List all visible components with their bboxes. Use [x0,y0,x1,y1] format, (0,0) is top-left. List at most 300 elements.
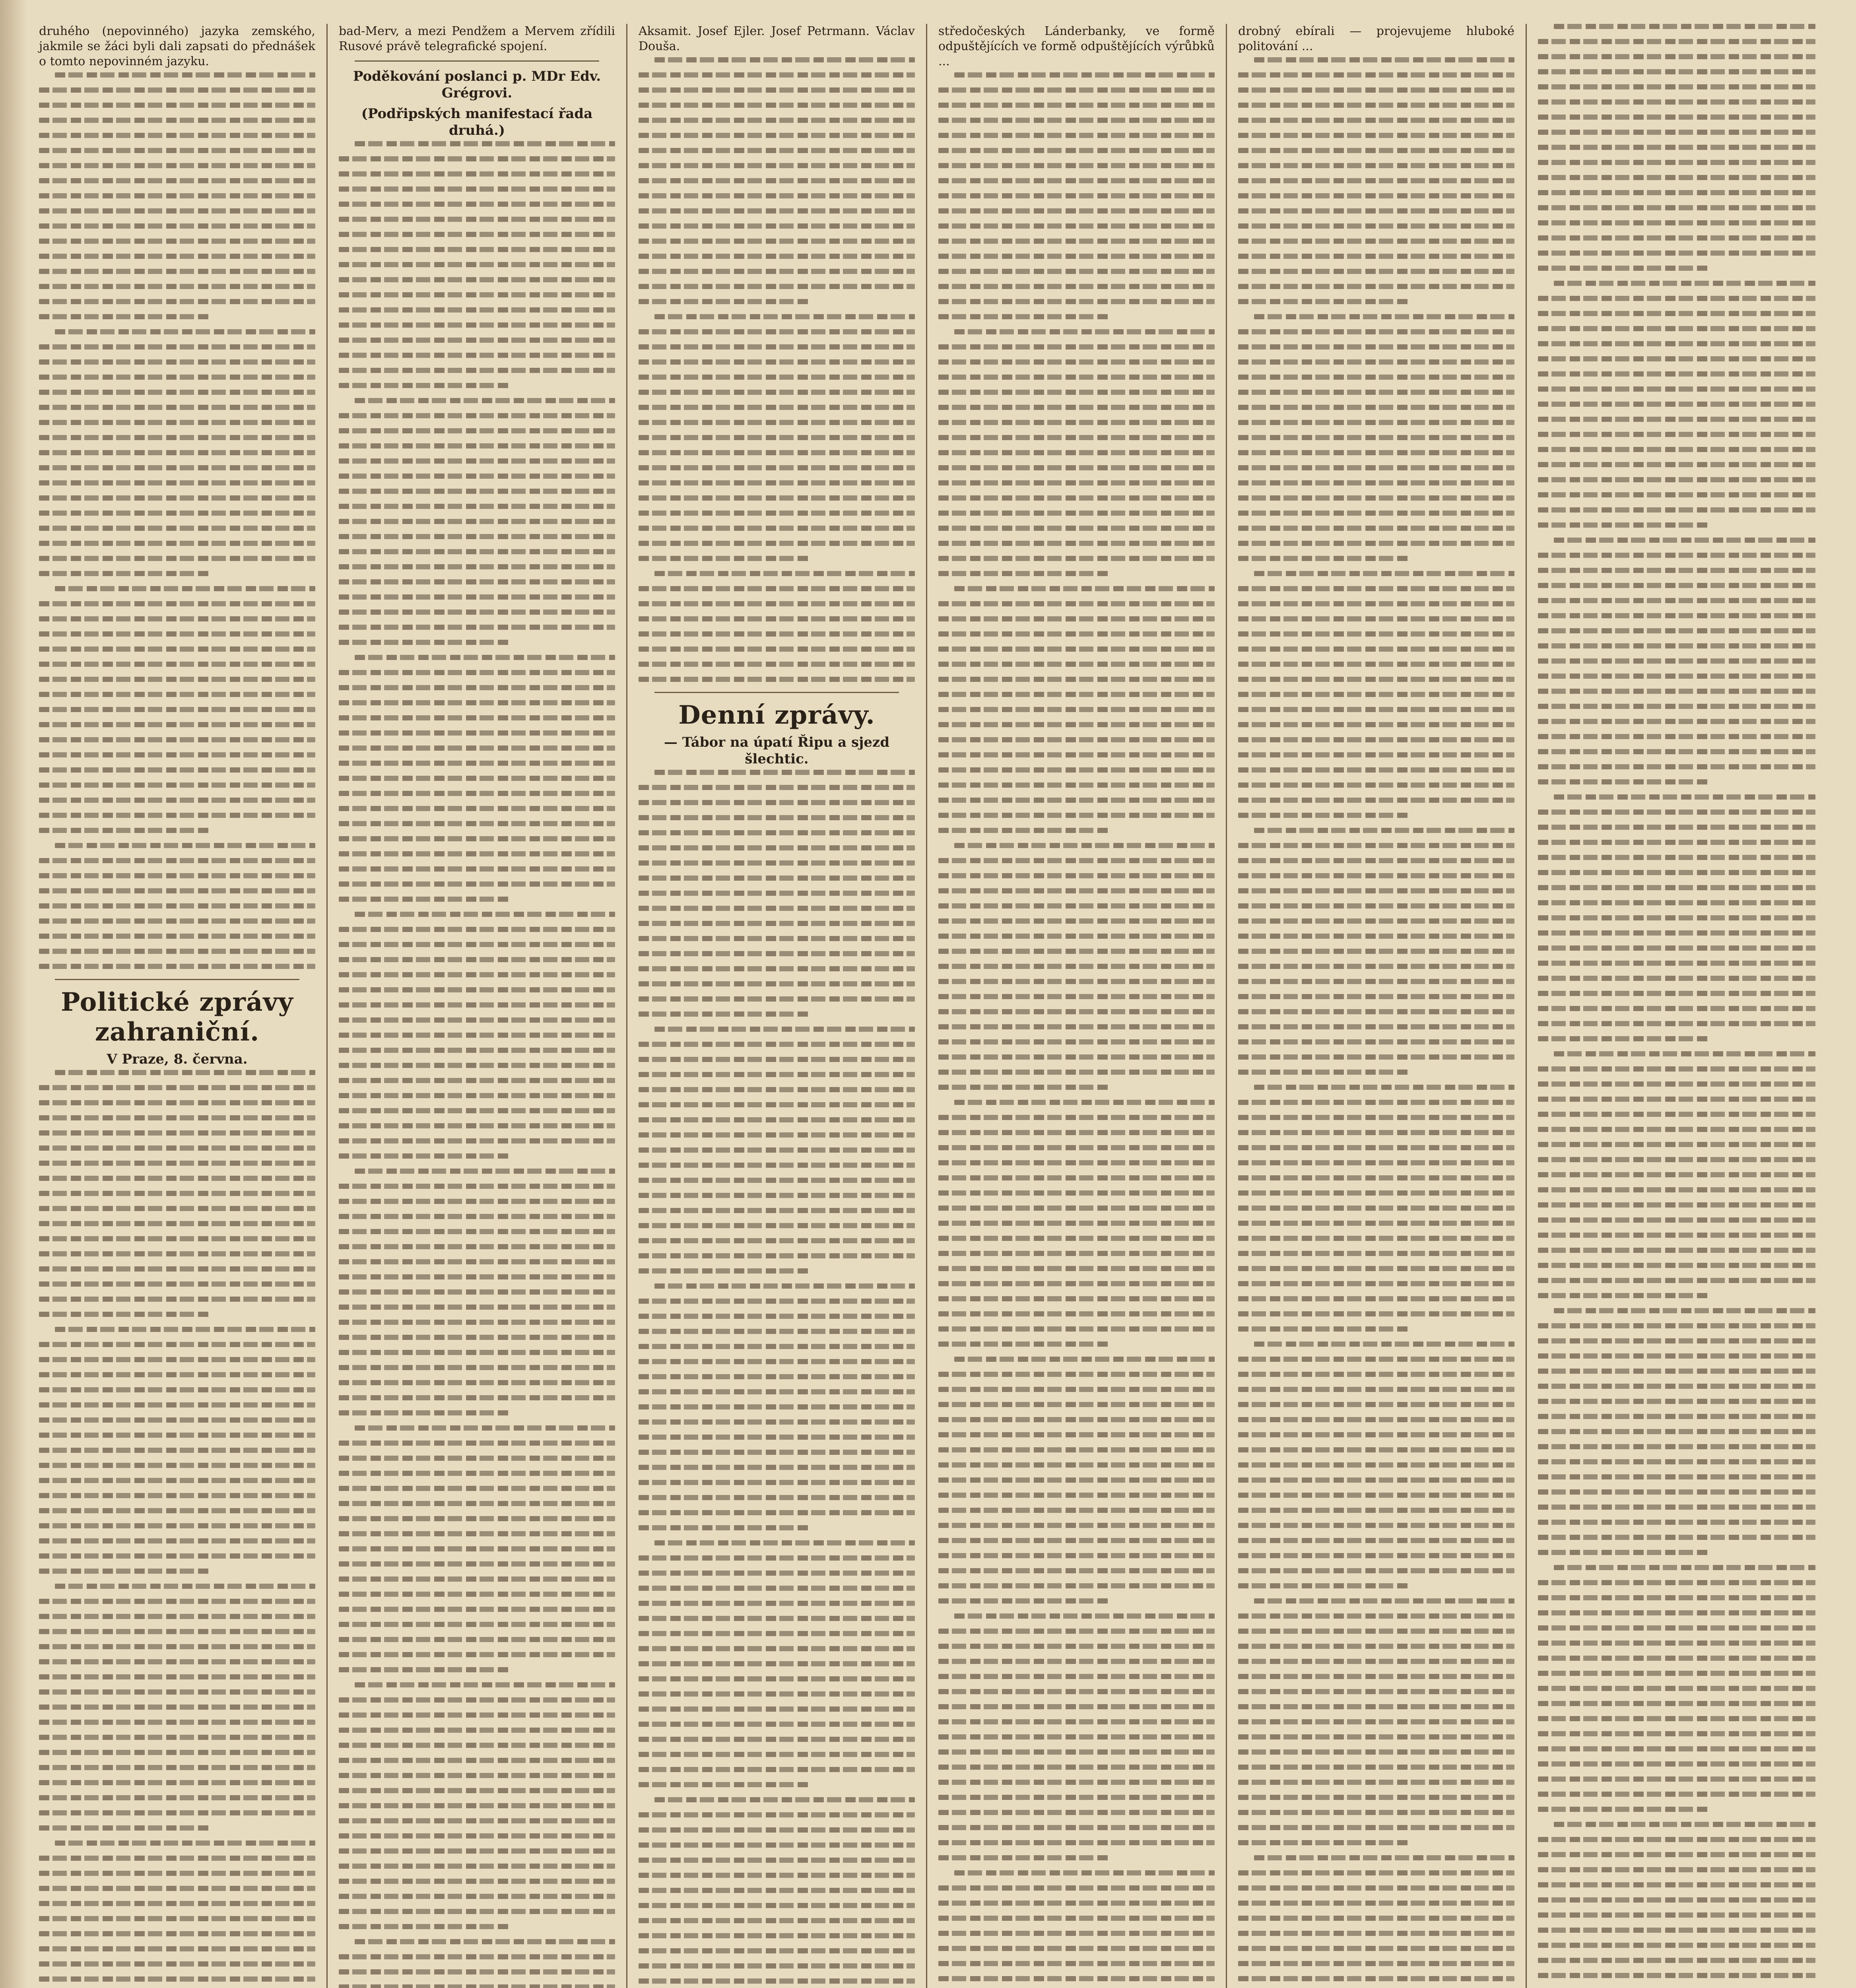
text-line [1238,631,1514,637]
text-line [1238,1024,1514,1029]
text-line [1238,1372,1514,1377]
text-line [1238,299,1409,304]
text-line [938,239,1215,244]
text-line [639,1963,915,1969]
text-line [938,1462,1215,1468]
column-5 [1227,24,1527,1988]
text-line [938,1160,1215,1165]
text-line [1554,24,1815,29]
text-line [339,383,510,388]
text-line [1238,1523,1514,1528]
text-line [1538,1505,1815,1510]
text-line [1538,1353,1815,1359]
text-line [1238,359,1514,365]
text-line [938,87,1215,93]
text-line [639,329,915,334]
text-line [39,1085,315,1090]
text-line [639,1676,915,1681]
text-line [938,495,1215,501]
text-line [1238,1206,1514,1211]
text-line [938,103,1215,108]
text-line [639,601,915,606]
text-line [1538,115,1815,120]
text-line [1538,145,1815,150]
text-line [1538,1912,1815,1918]
column-1-dateline: V Praze, 8. června. [107,1051,248,1067]
text-line [339,202,615,207]
text-line [339,353,615,358]
text-line [639,616,915,621]
text-line [39,1553,315,1559]
text-line [339,1833,615,1839]
text-line [39,1130,315,1136]
text-line [938,450,1215,455]
text-line [938,1901,1215,1906]
text-line [938,722,1215,727]
text-line [339,1153,510,1159]
text-line [938,1296,1215,1301]
text-line [339,1954,615,1959]
text-line [339,730,615,736]
text-line [1538,1640,1815,1646]
text-line [1538,1595,1815,1600]
text-line [938,631,1215,637]
text-line [1538,1187,1815,1192]
text-line [1538,1882,1815,1887]
text-line [39,405,315,410]
text-line [639,860,915,866]
text-line [1538,961,1815,966]
text-line [639,239,915,244]
text-line [1238,1870,1514,1875]
text-line [339,1864,615,1869]
text-line [39,722,315,727]
text-line [639,1117,915,1122]
text-line [938,1885,1215,1891]
text-line [1538,1293,1710,1298]
text-line [355,655,615,660]
text-line [938,903,1215,909]
text-line [1238,737,1514,742]
text-line [938,858,1215,863]
text-line [39,1463,315,1468]
text-line [938,284,1215,289]
text-line [339,1758,615,1763]
text-line [1538,1867,1815,1872]
text-line [639,344,915,349]
text-line [1538,719,1815,724]
text-line [339,1486,615,1491]
text-line [1538,99,1815,105]
text-line [339,413,615,418]
text-line [339,1320,615,1325]
text-line [1538,54,1815,59]
text-line [1238,103,1514,108]
text-line [1238,239,1514,244]
text-line [1238,1493,1514,1498]
text-line [639,631,915,637]
text-line [639,1147,915,1153]
text-line [1238,284,1514,289]
text-line [339,489,615,494]
text-line [1238,767,1514,773]
text-line [1238,223,1514,229]
text-line [1538,1686,1815,1691]
text-line [1554,1565,1815,1570]
text-line [39,1674,315,1679]
text-line [39,178,315,183]
text-line [339,1078,615,1083]
text-line [39,87,315,93]
text-line [938,1553,1215,1558]
text-line [639,1933,915,1938]
text-line [39,556,315,561]
text-line [339,1033,615,1038]
text-line [39,344,315,349]
text-line [1538,1792,1815,1797]
text-line [1238,1780,1514,1785]
text-line [938,133,1215,138]
text-line [1538,432,1815,437]
text-line [55,1327,315,1332]
text-line [938,1749,1215,1755]
text-line [39,1100,315,1105]
text-line [639,450,915,455]
text-line [1538,1897,1815,1903]
text-line [39,813,315,818]
text-line [339,156,615,161]
text-line [1538,1233,1815,1238]
text-line [1538,1610,1815,1615]
column-3 [627,24,927,1988]
text-line [938,1855,1110,1860]
text-line [639,1888,915,1893]
text-line [639,495,915,501]
text-line [1238,1749,1514,1755]
page-edge-shade [0,0,28,1988]
text-line [1538,643,1815,648]
column-4-body [938,72,1215,1988]
text-line [938,223,1215,229]
text-line [1538,991,1815,996]
text-line [339,625,615,630]
text-line [639,87,915,93]
text-line [39,1599,315,1604]
text-line [339,1743,615,1748]
text-line [1538,583,1815,588]
text-line [1238,1583,1409,1588]
text-line [938,1568,1215,1573]
text-line [339,897,510,902]
column-5-lead: drobný ebírali — projevujeme hluboké politování ... [1238,24,1514,53]
text-line [1538,326,1815,331]
text-line [39,511,315,516]
text-line [938,390,1215,395]
text-line [639,133,915,138]
text-line [1538,266,1710,271]
text-line [938,359,1215,365]
text-line [1254,1855,1514,1860]
text-line [938,1145,1215,1150]
text-line [1238,1477,1514,1483]
text-line [1238,1130,1514,1135]
text-line [339,881,615,887]
text-line [39,1946,315,1951]
text-line [39,1448,315,1453]
text-line [1538,1701,1815,1706]
text-line [639,1011,810,1017]
text-line [938,344,1215,349]
text-line [938,782,1215,788]
text-line [639,284,915,289]
text-line [1238,964,1514,969]
text-line [1238,888,1514,893]
text-line [39,148,315,153]
text-line [339,368,615,373]
text-line [39,662,315,667]
text-line [1538,250,1815,256]
text-line [938,1780,1215,1785]
text-line [1538,1671,1815,1676]
text-line [654,1283,915,1289]
text-line [1538,1958,1815,1963]
text-line [938,1387,1215,1392]
text-line [39,1644,315,1649]
text-line [1238,405,1514,410]
text-line [1238,1357,1514,1362]
text-line [639,586,915,591]
text-line [1538,1928,1815,1933]
text-line [639,1087,915,1092]
text-line [355,141,615,146]
text-line [639,420,915,425]
column-4-lead: středočeských Lánderbanky, ve formě odpuštějících ve formě odpuštějících výrůbků ... [938,24,1215,68]
text-line [339,1138,615,1143]
text-line [938,269,1215,274]
text-line [339,217,615,222]
text-line [1538,69,1815,74]
column-4 [927,24,1227,1988]
text-line [1238,918,1514,924]
text-line [1238,1976,1514,1981]
text-line [654,57,915,62]
text-line [938,979,1215,984]
text-line [1238,1765,1514,1770]
text-line [339,1576,615,1582]
text-line [639,1102,915,1107]
text-line [639,1767,915,1772]
text-line [1238,692,1514,697]
text-line [1538,417,1815,422]
text-line [938,1342,1110,1347]
text-line [938,1326,1215,1332]
text-line [1238,480,1514,485]
text-line [39,858,315,863]
text-line [339,957,615,962]
text-line [639,845,915,850]
text-line [39,1417,315,1423]
text-line [1554,538,1815,543]
text-line [1238,782,1514,788]
text-line [938,1009,1215,1014]
text-line [39,1161,315,1166]
text-line [1238,254,1514,259]
text-line [39,465,315,470]
text-line [639,1374,915,1379]
text-line [1254,828,1514,833]
text-line [1238,526,1514,531]
text-line [39,1780,315,1785]
column-2-lead: bad-Merv, a mezi Pendžem a Mervem zřídili Rusové právě telegrafické spojení. [339,24,615,53]
text-line [339,1909,615,1914]
text-line [1538,1444,1815,1449]
column-1-lead: druhého (nepovinného) jazyka zemského, jakmile se žáci byli dali zapsati do přednášek o tomto nepovinném jazyku. [39,24,315,68]
text-line [938,465,1215,470]
text-line [39,1886,315,1891]
text-line [39,571,210,576]
text-line [39,375,315,380]
text-line [1554,1822,1815,1827]
text-line [55,1070,315,1075]
text-line [39,1916,315,1921]
text-line [339,247,615,252]
text-line [1554,794,1815,800]
text-line [1238,1054,1514,1060]
text-line [1538,492,1815,497]
text-line [954,1870,1215,1875]
text-line [1538,885,1815,890]
text-line [938,1659,1215,1664]
text-line [1238,495,1514,501]
text-line [639,526,915,531]
text-line [39,1402,315,1408]
text-line [639,785,915,790]
text-line [639,1948,915,1953]
text-line [39,435,315,440]
text-line [639,981,915,986]
text-line [639,1495,915,1500]
text-line [39,1569,210,1574]
text-line [339,262,615,267]
text-line [954,72,1215,78]
text-line [39,707,315,712]
text-line [55,1840,315,1846]
text-line [1238,450,1514,455]
text-line [639,830,915,835]
text-line [39,752,315,757]
text-line [39,1478,315,1483]
text-line [1238,1538,1514,1543]
text-line [1238,329,1514,334]
text-line [1538,1081,1815,1087]
text-line [1238,72,1514,78]
text-line [639,1827,915,1833]
text-line [39,1372,315,1377]
text-line [938,1538,1215,1543]
text-line [1238,677,1514,682]
text-line [39,737,315,742]
text-line [1538,1127,1815,1132]
text-line [1238,1145,1514,1150]
text-line [39,1825,210,1831]
text-line [39,1266,315,1272]
text-line [39,1614,315,1619]
text-line [339,972,615,977]
text-line [339,1531,615,1536]
text-line [639,951,915,956]
text-line [1238,1553,1514,1558]
text-line [938,314,1110,319]
text-line [55,586,315,591]
text-line [39,1493,315,1498]
text-line [1238,133,1514,138]
text-line [1238,178,1514,183]
text-line [39,903,315,909]
column-1-body-a [39,72,315,969]
text-line [55,843,315,848]
text-line [1238,193,1514,198]
text-line [339,866,615,872]
text-line [639,193,915,198]
text-line [639,148,915,153]
text-line [1238,1190,1514,1196]
text-line [339,1305,615,1310]
text-line [1538,371,1815,377]
text-line [938,375,1215,380]
text-line [654,770,915,775]
text-line [1538,1973,1815,1978]
text-line [938,1916,1215,1921]
column-2-heading: Poděkování poslanci p. MDr Edv. Grégrovi. [353,68,601,101]
text-line [938,193,1215,198]
text-line [938,707,1215,712]
text-line [339,292,615,297]
text-line [339,746,615,751]
text-line [1538,1837,1815,1842]
text-line [339,1622,615,1627]
text-line [938,420,1215,425]
text-line [39,450,315,455]
text-line [1538,130,1815,135]
text-line [39,1357,315,1362]
text-line [954,1357,1215,1362]
text-line [639,254,915,259]
text-line [639,1329,915,1334]
text-line [55,1584,315,1589]
text-line [1538,160,1815,165]
text-line [1538,235,1815,241]
text-line [639,891,915,896]
text-line [1538,1399,1815,1404]
text-line [339,307,615,313]
text-line [355,1425,615,1431]
text-line [1238,87,1514,93]
text-line [639,1465,915,1470]
text-line [639,1661,915,1666]
text-line [39,541,315,546]
text-line [1538,1943,1815,1948]
text-line [639,1057,915,1062]
text-line [339,670,615,675]
text-line [339,1123,615,1128]
text-line [1254,1085,1514,1090]
text-line [39,1387,315,1392]
text-line [1238,420,1514,425]
text-line [39,1191,315,1196]
text-line [39,359,315,365]
text-line [339,549,615,554]
text-line [39,1281,315,1287]
